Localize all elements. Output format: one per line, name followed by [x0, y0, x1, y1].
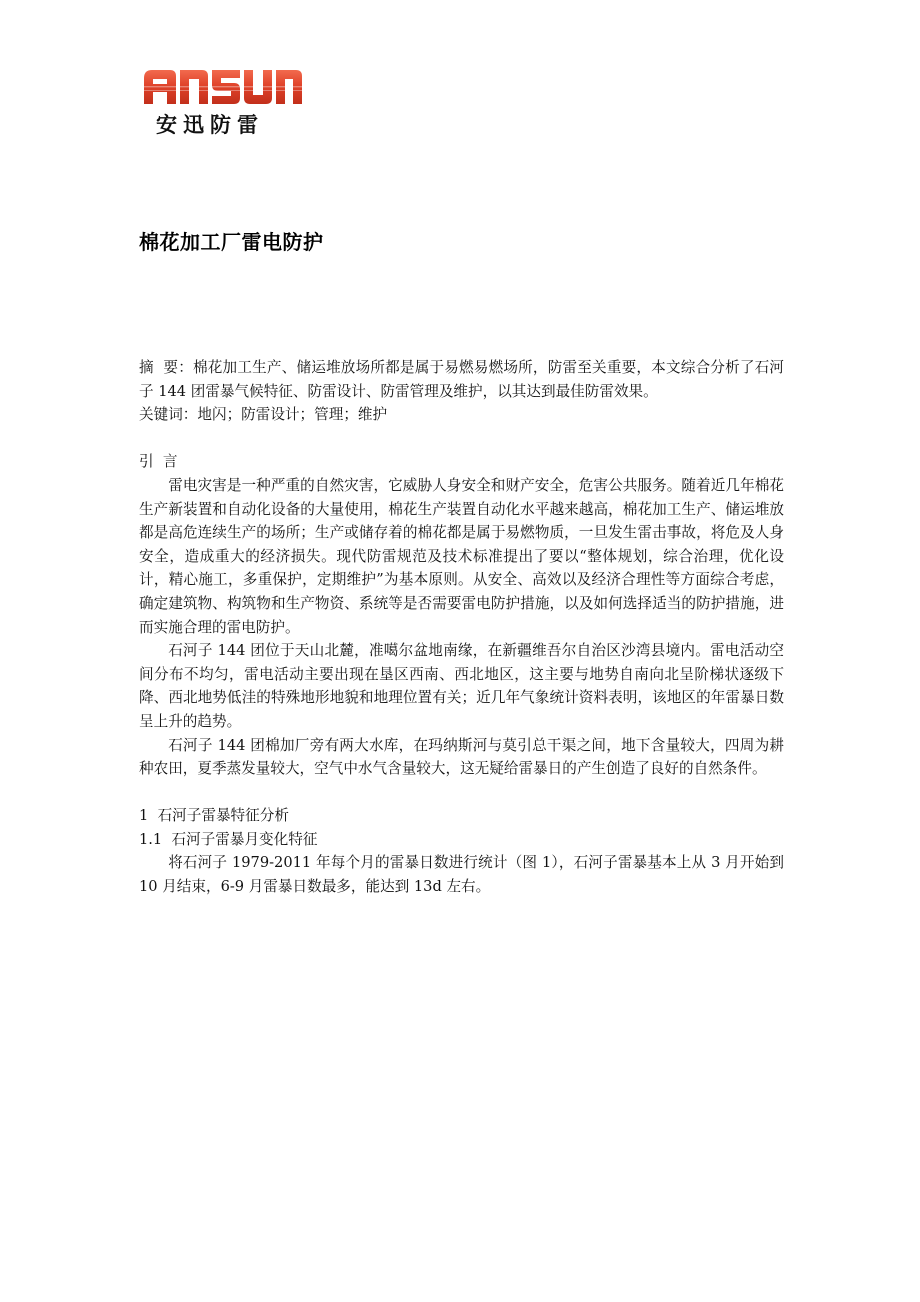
intro-heading: 引 言 — [139, 453, 178, 471]
section-1-heading: 1 石河子雷暴特征分析 — [139, 807, 289, 825]
intro-paragraph-3: 石河子 144 团棉加厂旁有两大水库，在玛纳斯河与莫引总干渠之间，地下含量较大，四周为耕种农田，夏季蒸发量较大，空气中水气含量较大，这无疑给雷暴日的产生创造了良好的自然条件。 — [139, 736, 784, 778]
ansun-logo-graphic — [142, 66, 304, 138]
logo-tagline-graphic: 安迅防雷 — [156, 113, 264, 137]
intro-paragraph-1: 雷电灾害是一种严重的自然灾害，它威胁人身安全和财产安全，危害公共服务。随着近几年棉花生产新装置和自动化设备的大量使用，棉花生产装置自动化水平越来越高，棉花加工生产、储运堆放都是高危连续生产的场所；生产或储存着的棉花都是属于易燃物质，一旦发生雷击事故，将危及人身安全，造成重大的经济损失。现代防雷规范及技术标准提出了要以“整体规划，综合治理，优化设计，精心施工，多重保护，定期维护”为基本原则。从安全、高效以及经济合理性等方面综合考虑，确定建筑物、构筑物和生产物资、系统等是否需要雷电防护措施，以及如何选择适当的防护措施，进而实施合理的雷电防护。 — [139, 476, 784, 636]
intro-paragraph-2: 石河子 144 团位于天山北麓，准噶尔盆地南缘，在新疆维吾尔自治区沙湾县境内。雷电活动空间分布不均匀，雷电活动主要出现在垦区西南、西北地区，这主要与地势自南向北呈阶梯状逐级下降、西北地势低洼的特殊地形地貌和地理位置有关；近几年气象统计资料表明，该地区的年雷暴日数呈上升的趋势。 — [139, 642, 784, 730]
section-1-1-heading: 1.1 石河子雷暴月变化特征 — [139, 830, 318, 848]
spacer — [139, 781, 784, 805]
section-1-1-paragraph: 将石河子 1979-2011 年每个月的雷暴日数进行统计（图 1），石河子雷暴基本上从 3 月开始到 10 月结束，6-9 月雷暴日数最多，能达到 13d 左右。 — [139, 854, 784, 896]
document-body — [139, 356, 784, 899]
abstract — [139, 356, 784, 403]
keywords-text: 地闪；防雷设计；管理；维护 — [197, 406, 388, 424]
abstract-text: 棉花加工生产、储运堆放场所都是属于易燃易燃场所，防雷至关重要，本文综合分析了石河子 144 团雷暴气候特征、防雷设计、防雷管理及维护，以其达到最佳防雷效果。 — [139, 359, 784, 400]
keywords-label: 关键词： — [139, 406, 198, 424]
abstract-label: 摘 要： — [139, 359, 193, 376]
document-title: 棉花加工厂雷电防护 — [139, 230, 324, 254]
spacer — [139, 427, 784, 451]
keywords — [139, 403, 784, 427]
ansun-logo — [142, 66, 304, 138]
